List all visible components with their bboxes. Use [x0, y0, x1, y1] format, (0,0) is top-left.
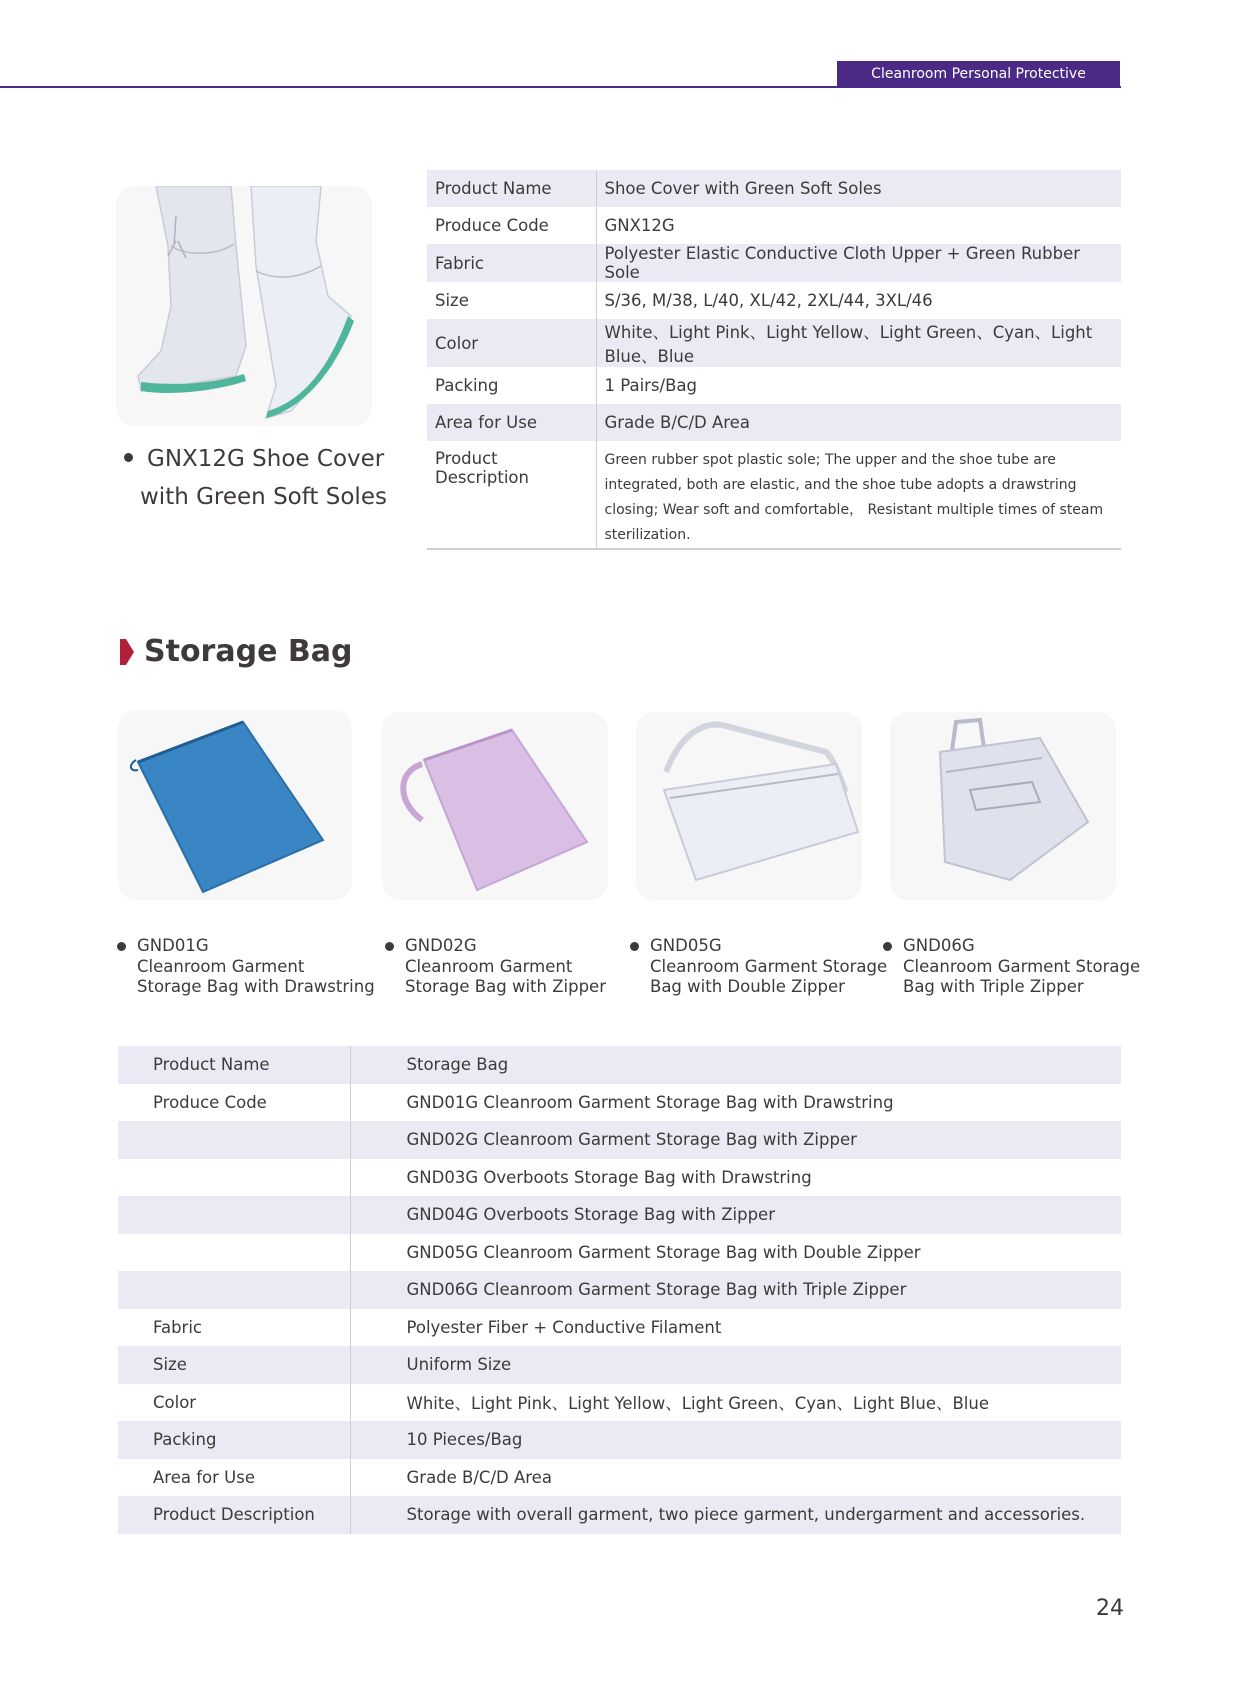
product1-spec-table: [427, 170, 1121, 550]
table-row: Color White、Light Pink、Light Yellow、Light Green、Cyan、Light Blue、Blue: [427, 319, 1121, 367]
bullet-icon: [117, 942, 126, 951]
table-row: Fabric Polyester Fiber + Conductive Filament: [118, 1309, 1121, 1347]
bag-caption-gnd02g: GND02G Cleanroom Garment Storage Bag with Zipper: [405, 936, 606, 998]
table-row: GND05G Cleanroom Garment Storage Bag with Double Zipper: [118, 1234, 1121, 1272]
double-zipper-bag-icon: [636, 712, 862, 900]
page-number: 24: [1096, 1596, 1124, 1621]
bullet-icon: [124, 453, 133, 462]
table-row: Product Name Storage Bag: [118, 1046, 1121, 1084]
bullet-icon: [883, 942, 892, 951]
drawstring-bag-icon: [118, 710, 352, 900]
bag-image-gnd06g: [890, 712, 1116, 900]
shoe-cover-image: [116, 186, 372, 426]
table-row: Product Name Shoe Cover with Green Soft Soles: [427, 170, 1121, 207]
table-row: Area for Use Grade B/C/D Area: [118, 1459, 1121, 1497]
bag-image-gnd02g: [382, 712, 608, 900]
table-row: Size S/36, M/38, L/40, XL/42, 2XL/44, 3XL/46: [427, 282, 1121, 319]
table-row: Area for Use Grade B/C/D Area: [427, 404, 1121, 441]
product1-caption: GNX12G Shoe Cover with Green Soft Soles: [120, 440, 410, 516]
table-row: Product Description Green rubber spot plastic sole; The upper and the shoe tube are integrated, both are elastic, and the shoe tube adopts a drawstring closing; Wear soft and comfortable， Resistant multiple times of steam sterilization.: [427, 441, 1121, 549]
zipper-bag-icon: [382, 712, 608, 900]
table-row: GND06G Cleanroom Garment Storage Bag with Triple Zipper: [118, 1271, 1121, 1309]
table-row: GND02G Cleanroom Garment Storage Bag with Zipper: [118, 1121, 1121, 1159]
shoe-cover-illustration: [116, 186, 372, 426]
storage-bag-spec-table: [118, 1046, 1121, 1534]
bullet-icon: [385, 942, 394, 951]
bag-image-gnd05g: [636, 712, 862, 900]
table-row: GND03G Overboots Storage Bag with Drawstring: [118, 1159, 1121, 1197]
table-row: GND04G Overboots Storage Bag with Zipper: [118, 1196, 1121, 1234]
table-row: Fabric Polyester Elastic Conductive Cloth Upper + Green Rubber Sole: [427, 244, 1121, 282]
header-tag: Cleanroom Personal Protective Solutions: [837, 61, 1120, 88]
bullet-icon: [630, 942, 639, 951]
section-marker-icon: [120, 639, 134, 665]
bag-image-gnd01g: [118, 710, 352, 900]
table-row: Produce Code GND01G Cleanroom Garment Storage Bag with Drawstring: [118, 1084, 1121, 1122]
triple-zipper-bag-icon: [890, 712, 1116, 900]
table-row: Packing 10 Pieces/Bag: [118, 1421, 1121, 1459]
bag-caption-gnd05g: GND05G Cleanroom Garment Storage Bag with Double Zipper: [650, 936, 887, 998]
bag-caption-gnd01g: GND01G Cleanroom Garment Storage Bag with Drawstring: [137, 936, 375, 998]
table-row: Product Description Storage with overall garment, two piece garment, undergarment and accessories.: [118, 1496, 1121, 1534]
table-row: Packing 1 Pairs/Bag: [427, 367, 1121, 404]
bag-caption-gnd06g: GND06G Cleanroom Garment Storage Bag with Triple Zipper: [903, 936, 1140, 998]
table-row: Color White、Light Pink、Light Yellow、Light Green、Cyan、Light Blue、Blue: [118, 1384, 1121, 1422]
table-row: Produce Code GNX12G: [427, 207, 1121, 244]
table-row: Size Uniform Size: [118, 1346, 1121, 1384]
